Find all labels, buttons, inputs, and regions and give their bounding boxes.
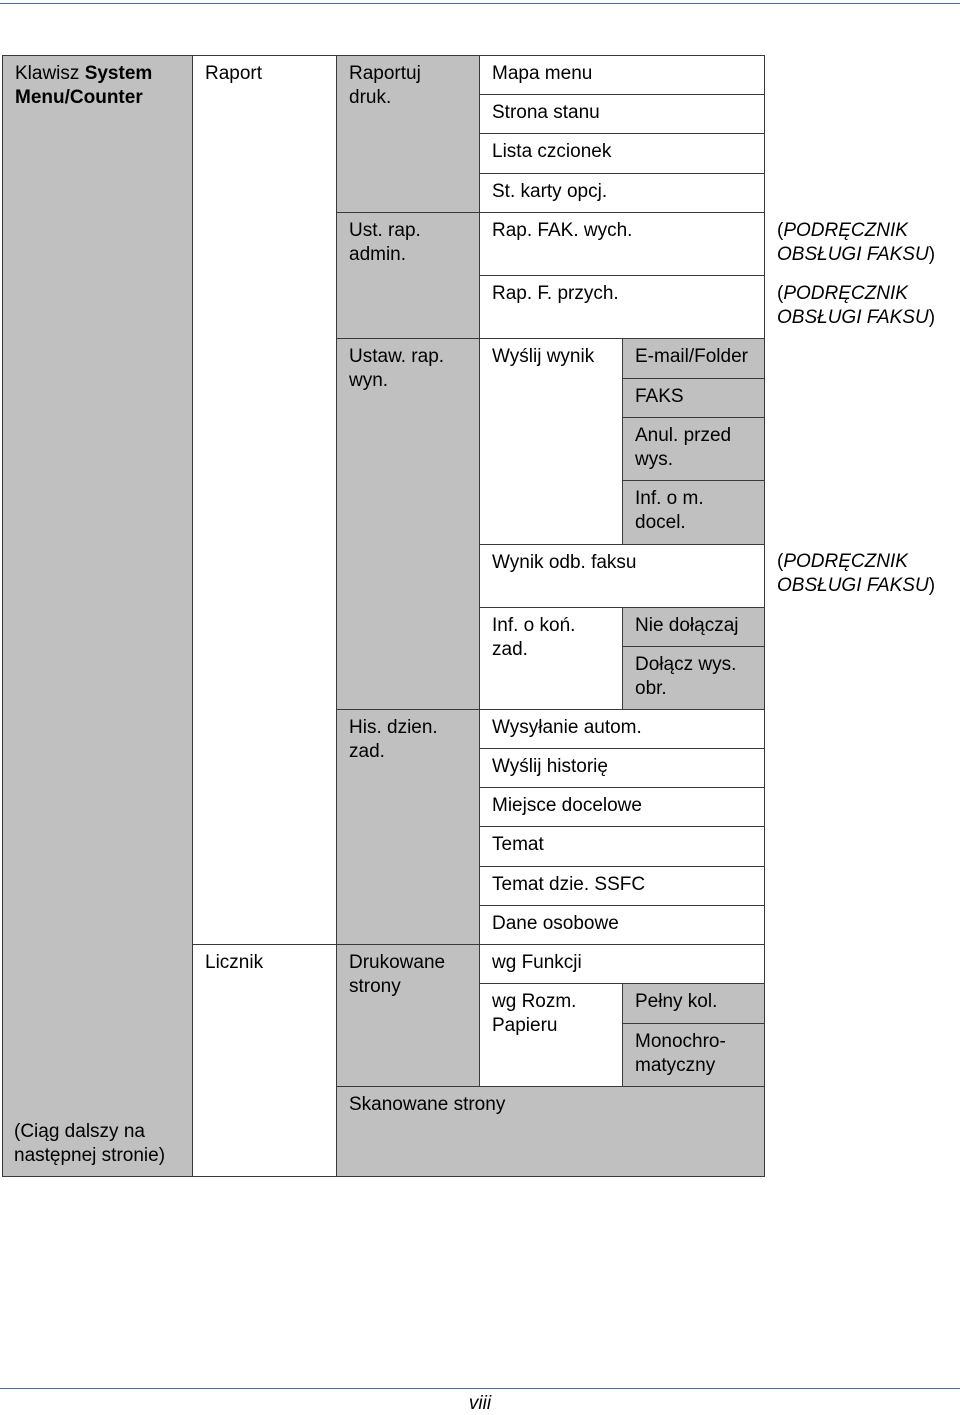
continued-note: (Ciąg dalszy na następnej stronie)	[14, 1121, 166, 1166]
st-karty-opcj-label: St. karty opcj.	[492, 181, 608, 202]
temat-label: Temat	[492, 834, 544, 855]
monochromatyczny-cell	[622, 1023, 765, 1087]
wysylanie-autom-cell	[479, 709, 765, 749]
wg-rozm-papieru-cell	[479, 983, 623, 1087]
nie-dolaczaj-label: Nie dołączaj	[635, 615, 739, 636]
fax-manual-ref-text: PODRĘCZNIK OBSŁUGI FAKSU	[777, 283, 929, 328]
email-folder-label: E-mail/Folder	[635, 346, 748, 367]
dolacz-wys-obr-cell	[622, 646, 765, 710]
wynik-odb-faksu-label: Wynik odb. faksu	[492, 552, 637, 573]
wysylanie-autom-label: Wysyłanie autom.	[492, 717, 642, 738]
st-karty-opcj-cell	[479, 173, 765, 213]
fax-manual-ref-text: PODRĘCZNIK OBSŁUGI FAKSU	[777, 220, 929, 265]
wyslij-historie-label: Wyślij historię	[492, 756, 608, 777]
anul-przed-wys-label: Anul. przed wys.	[635, 425, 732, 470]
system-menu-title-prefix: Klawisz	[15, 63, 85, 84]
rap-f-przych-cell	[479, 275, 765, 339]
nie-dolaczaj-cell	[622, 607, 765, 647]
inf-o-kon-zad-label: Inf. o koń. zad.	[492, 615, 576, 660]
rap-f-przych-label: Rap. F. przych.	[492, 283, 619, 304]
monochromatyczny-label: Monochro-matyczny	[635, 1031, 726, 1076]
skanowane-strony-label: Skanowane strony	[349, 1094, 506, 1115]
page-number: viii	[468, 1393, 492, 1414]
inf-o-kon-zad-cell	[479, 607, 623, 710]
temat-dzie-ssfc-cell	[479, 866, 765, 906]
rap-fak-wych-label: Rap. FAK. wych.	[492, 220, 633, 241]
faks-cell	[622, 378, 765, 418]
fax-manual-ref-3: (PODRĘCZNIK OBSŁUGI FAKSU)	[777, 551, 936, 596]
drukowane-strony-cell	[336, 944, 480, 1087]
lista-czcionek-cell	[479, 133, 765, 174]
lista-czcionek-label: Lista czcionek	[492, 141, 612, 162]
dolacz-wys-obr-label: Dołącz wys. obr.	[635, 654, 737, 699]
pelny-kol-label: Pełny kol.	[635, 991, 718, 1012]
mapa-menu-cell	[479, 55, 765, 95]
wyslij-wynik-cell	[479, 338, 623, 545]
wg-funkcji-label: wg Funkcji	[492, 952, 582, 973]
temat-cell	[479, 826, 765, 867]
dane-osobowe-label: Dane osobowe	[492, 913, 619, 934]
fax-manual-ref-1: (PODRĘCZNIK OBSŁUGI FAKSU)	[777, 220, 936, 265]
ustaw-rap-wyn-label: Ustaw. rap. wyn.	[349, 346, 445, 391]
inf-o-m-docel-label: Inf. o m. docel.	[635, 488, 704, 533]
top-rule	[0, 3, 960, 4]
skanowane-strony-cell	[336, 1086, 765, 1177]
wynik-odb-faksu-cell	[479, 544, 765, 608]
temat-dzie-ssfc-label: Temat dzie. SSFC	[492, 874, 646, 895]
miejsce-docelowe-label: Miejsce docelowe	[492, 795, 642, 816]
wyslij-historie-cell	[479, 748, 765, 788]
wg-funkcji-cell	[479, 944, 765, 984]
wg-rozm-papieru-label: wg Rozm. Papieru	[492, 991, 577, 1036]
inf-o-m-docel-cell	[622, 480, 765, 545]
licznik-label: Licznik	[205, 952, 264, 973]
strona-stanu-cell	[479, 94, 765, 134]
mapa-menu-label: Mapa menu	[492, 63, 593, 84]
anul-przed-wys-cell	[622, 417, 765, 481]
raportuj-druk-cell	[336, 55, 480, 213]
ust-rap-admin-label: Ust. rap. admin.	[349, 220, 421, 265]
fax-manual-ref-text: PODRĘCZNIK OBSŁUGI FAKSU	[777, 551, 929, 596]
bottom-rule	[0, 1388, 960, 1389]
ust-rap-admin-cell	[336, 212, 480, 339]
faks-label: FAKS	[635, 386, 684, 407]
dane-osobowe-cell	[479, 905, 765, 945]
system-menu-title-bold: System Menu/Counter	[15, 63, 153, 108]
email-folder-cell	[622, 338, 765, 379]
drukowane-strony-label: Drukowane strony	[349, 952, 446, 997]
rap-fak-wych-cell	[479, 212, 765, 276]
miejsce-docelowe-cell	[479, 787, 765, 827]
fax-manual-ref-2: (PODRĘCZNIK OBSŁUGI FAKSU)	[777, 283, 936, 328]
system-menu-counter-cell	[2, 55, 193, 1177]
his-dzien-zad-cell	[336, 709, 480, 945]
raportuj-druk-label: Raportuj druk.	[349, 63, 421, 108]
raport-cell	[192, 55, 337, 945]
wyslij-wynik-label: Wyślij wynik	[492, 346, 595, 367]
raport-label: Raport	[205, 63, 263, 84]
his-dzien-zad-label: His. dzien. zad.	[349, 717, 438, 762]
ustaw-rap-wyn-cell	[336, 338, 480, 710]
pelny-kol-cell	[622, 983, 765, 1024]
licznik-cell	[192, 944, 337, 1177]
strona-stanu-label: Strona stanu	[492, 102, 600, 123]
